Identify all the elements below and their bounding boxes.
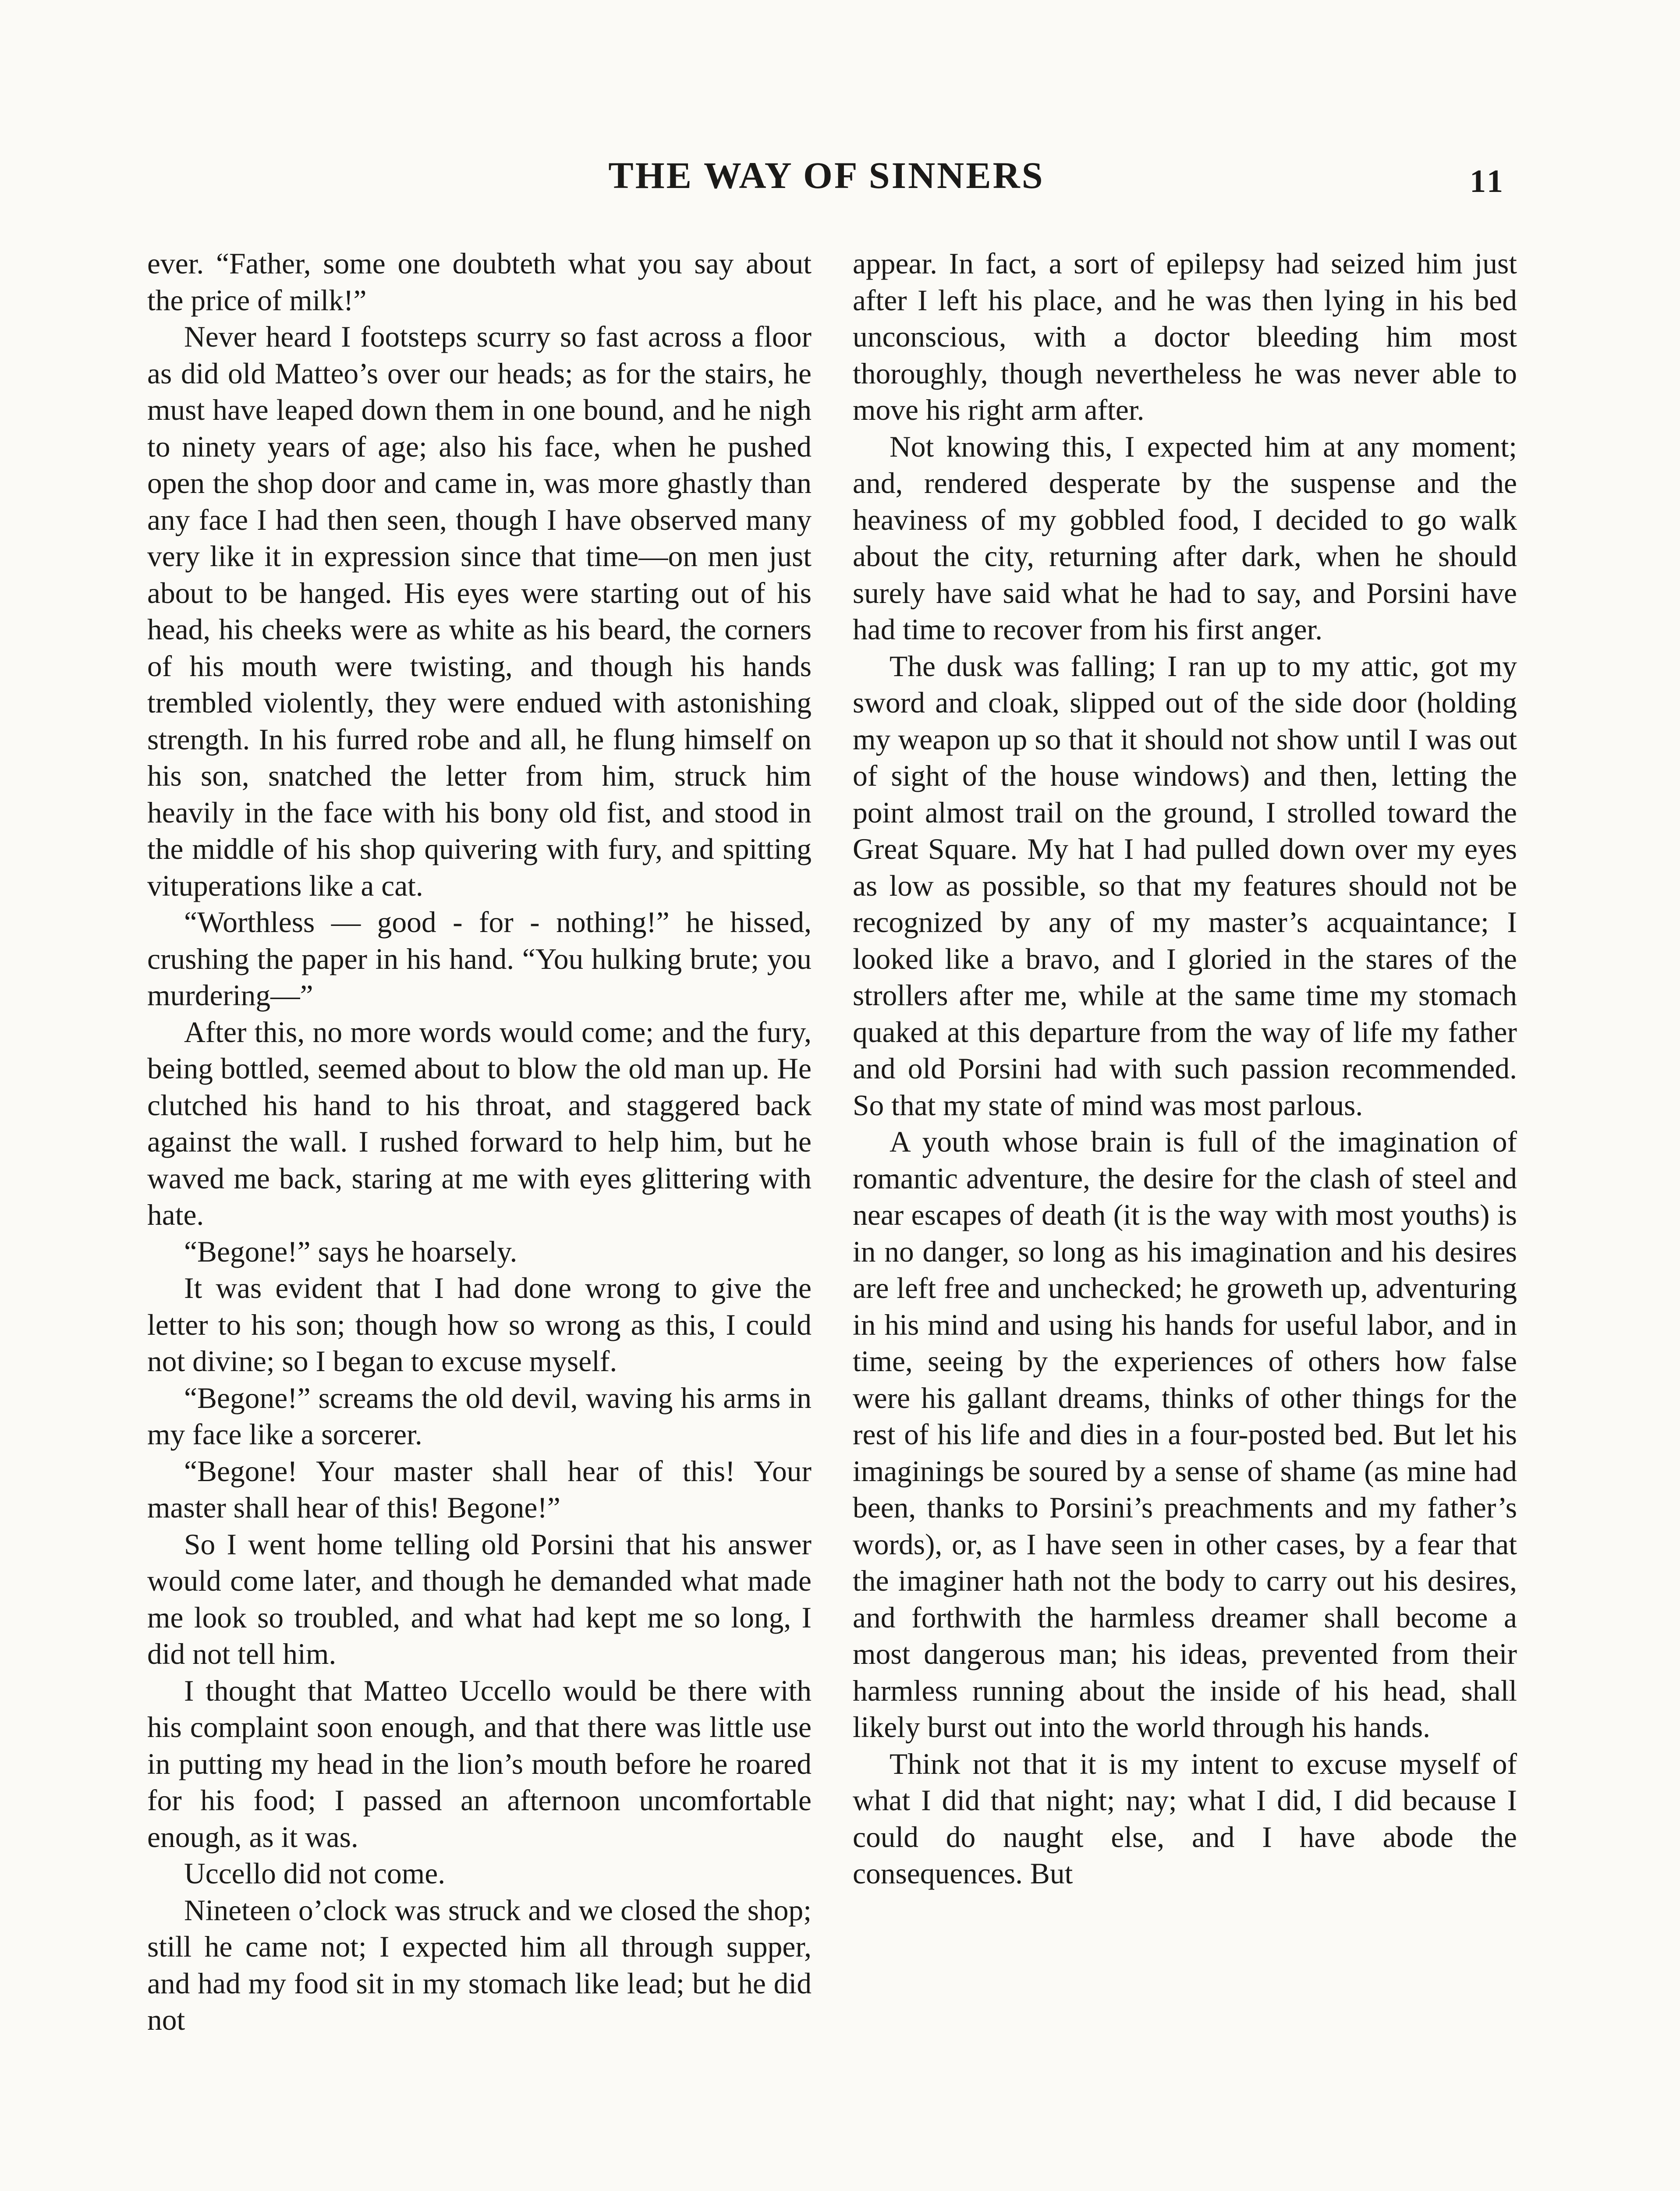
paragraph: ever. “Father, some one doubteth what you say about the price of milk!” <box>147 247 812 317</box>
left-column <box>147 245 812 2039</box>
paragraph: Not knowing this, I expected him at any moment; and, rendered desperate by the suspense and the heaviness of my gobbled food, I decided to go walk about the city, returning after dark, when he should surely have said what he had to say, and Porsini have had time to recover from his first anger. <box>853 430 1517 646</box>
paragraph: “Begone! Your master shall hear of this! Your master shall hear of this! Begone!” <box>147 1454 812 1524</box>
paragraph: appear. In fact, a sort of epilepsy had seized him just after I left his place, and he was then lying in his bed unconscious, with a doctor bleeding him most thoroughly, though nevertheless he was never able to move his right arm after. <box>853 247 1517 426</box>
paragraph: “Worthless — good - for - nothing!” he hissed, crushing the paper in his hand. “You hulking brute; you murdering—” <box>147 906 812 1012</box>
paragraph: Think not that it is my intent to excuse myself of what I did that night; nay; what I did, I did because I could do naught else, and I have abode the consequences. But <box>853 1747 1517 1890</box>
paragraph: I thought that Matteo Uccello would be there with his complaint soon enough, and that there was little use in putting my head in the lion’s mouth before he roared for his food; I passed an afternoon uncomfortable enough, as it was. <box>147 1674 812 1854</box>
paragraph: “Begone!” says he hoarsely. <box>184 1235 517 1268</box>
page-number: 11 <box>1470 163 1506 199</box>
paragraph: “Begone!” screams the old devil, waving his arms in my face like a sorcerer. <box>147 1381 812 1451</box>
running-title: THE WAY OF SINNERS <box>608 154 1045 196</box>
paragraph: Uccello did not come. <box>184 1857 446 1890</box>
paragraph: It was evident that I had done wrong to give the letter to his son; though how so wrong as this, I could not divine; so I began to excuse myself. <box>147 1272 812 1378</box>
paragraph: A youth whose brain is full of the imagination of romantic adventure, the desire for the clash of steel and near escapes of death (it is the way with most youths) is in no danger, so long as his imagination and his desires are left free and unchecked; he groweth up, adventuring in his mind and using his hands for useful labor, and in time, seeing by the experiences of others how false were his gallant dreams, thinks of other things for the rest of his life and dies in a four-posted bed. But let his imaginings be soured by a sense of shame (as mine had been, thanks to Porsini’s preachments and my father’s words), or, as I have seen in other cases, by a fear that the imaginer hath not the body to carry out his desires, and forthwith the harmless dreamer shall become a most dangerous man; his ideas, prevented from their harmless running about the inside of his head, shall likely burst out into the world through his hands. <box>853 1125 1517 1744</box>
paragraph: Never heard I footsteps scurry so fast across a floor as did old Matteo’s over our heads; as for the stairs, he must have leaped down them in one bound, and he nigh to ninety years of age; also his face, when he pushed open the shop door and came in, was more ghastly than any face I had then seen, though I have observed many very like it in expression since that time—on men just about to be hanged. His eyes were starting out of his head, his cheeks were as white as his beard, the corners of his mouth were twisting, and though his hands trembled violently, they were endued with astonishing strength. In his furred robe and all, he flung himself on his son, snatched the letter from him, struck him heavily in the face with his bony old fist, and stood in the middle of his shop quivering with fury, and spitting vituperations like a cat. <box>147 320 812 902</box>
paragraph: The dusk was falling; I ran up to my attic, got my sword and cloak, slipped out of the side door (holding my weapon up so that it should not show until I was out of sight of the house windows) and then, letting the point almost trail on the ground, I strolled toward the Great Square. My hat I had pulled down over my eyes as low as possible, so that my features should not be recognized by any of my master’s acquaintance; I looked like a bravo, and I gloried in the stares of the strollers after me, while at the same time my stomach quaked at this departure from the way of life my father and old Porsini had with such passion recommended. So that my state of mind was most parlous. <box>853 649 1517 1122</box>
right-column <box>853 245 1517 1892</box>
page-header <box>147 149 1506 210</box>
paragraph: Nineteen o’clock was struck and we closed the shop; still he came not; I expected him all through supper, and had my food sit in my stomach like lead; but he did not <box>147 1893 812 2036</box>
paragraph: After this, no more words would come; and the fury, being bottled, seemed about to blow the old man up. He clutched his hand to his throat, and staggered back against the wall. I rushed forward to help him, but he waved me back, staring at me with eyes glittering with hate. <box>147 1015 812 1231</box>
paragraph: So I went home telling old Porsini that his answer would come later, and though he demanded what made me look so troubled, and what had kept me so long, I did not tell him. <box>147 1528 812 1670</box>
